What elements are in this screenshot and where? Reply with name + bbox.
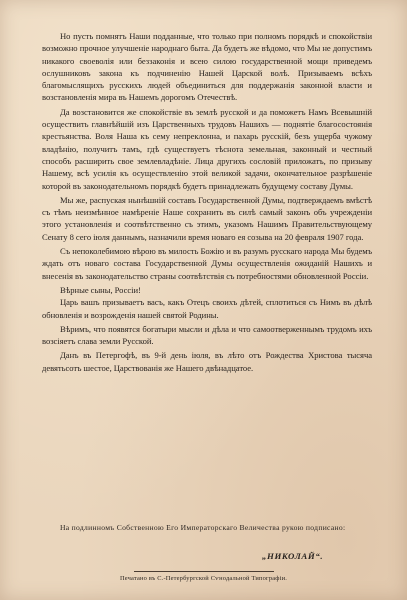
paragraph-peasantry: Да возстановится же спокойствіе въ землѣ русской и да поможетъ Намъ Всевышній осуществить главнѣйшій изъ Царственныхъ трудовъ Нашихъ — поднятіе благосостоянія крестьянства. Воля Наша къ сему непреклонна, и пахарь русскій, безъ ущерба чужому владѣнію, получитъ тамъ, гдѣ существуетъ тѣснота земельная, законный и честный способъ расширить свое землевладѣніе. Лица другихъ сословій приложатъ, по призыву Нашему, всѣ усилія къ осуществленію этой великой задачи, окончательное разрѣшеніе которой въ законодательномъ порядкѣ будетъ принадлежать будущему составу Думы. xyxy=(42,106,372,191)
printer-imprint: Печатано въ С.-Петербургской Сѵнодальной Типографіи. xyxy=(119,575,288,582)
signature-nikolai: „НИКОЛАЙ“. xyxy=(262,551,324,561)
paragraph-duma-dissolution: Мы же, распуская нынѣшній составъ Государственной Думы, подтверждаемъ вмѣстѣ съ тѣмъ неизмѣнное намѣреніе Наше сохранить въ силѣ самый законъ объ учрежденіи этого установленія и соотвѣтственно съ этимъ, указомъ Нашимъ Правительствующему Сенату 8 сего іюля даннымъ, назначили время новаго ея созыва на 20 февраля 1907 года. xyxy=(42,194,372,242)
paragraph-belief: Вѣримъ, что появятся богатыри мысли и дѣла и что самоотверженнымъ трудомъ ихъ возсіяетъ слава земли Русской. xyxy=(42,323,372,347)
paragraph-dated: Данъ въ Петергофѣ, въ 9-й день іюля, въ лѣто отъ Рождества Христова тысяча девятьсотъ шестое, Царствованія же Нашего двѣнадцатое. xyxy=(42,350,372,373)
paragraph-order: Но пусть помнятъ Наши подданные, что только при полномъ порядкѣ и спокойствіи возможно прочное улучшеніе народнаго быта. Да будетъ же вѣдомо, что Мы не допустимъ никакого своеволія или беззаконія и всею силою государственной мощи приведемъ ослушниковъ закона къ подчиненію Нашей Царской волѣ. Призываемъ всѣхъ благомыслящихъ русскихъ людей объединиться для поддержанія законной власти и возстановленія мира въ Нашемъ дорогомъ Отечествѣ. xyxy=(42,31,372,103)
signature-notice: На подлинномъ Собственною Его Императорскаго Величества рукою подписано: xyxy=(60,523,346,532)
footer-divider xyxy=(134,571,274,572)
manifesto-body xyxy=(42,30,372,376)
paragraph-tsar-call: Царь вашъ призываетъ васъ, какъ Отецъ своихъ дѣтей, сплотиться съ Нимъ въ дѣлѣ обновленія и возрожденія нашей святой Родины. xyxy=(42,297,372,320)
paragraph-faith: Съ непоколебимою вѣрою въ милость Божію и въ разумъ русскаго народа Мы будемъ ждать отъ новаго состава Государственной Думы осуществленія ожиданій Нашихъ и внесенія въ законодательство страны соотвѣтствія съ потребностями обновленной Россіи. xyxy=(42,246,372,281)
paragraph-appeal: Вѣрные сыны, Россіи! xyxy=(60,284,141,295)
